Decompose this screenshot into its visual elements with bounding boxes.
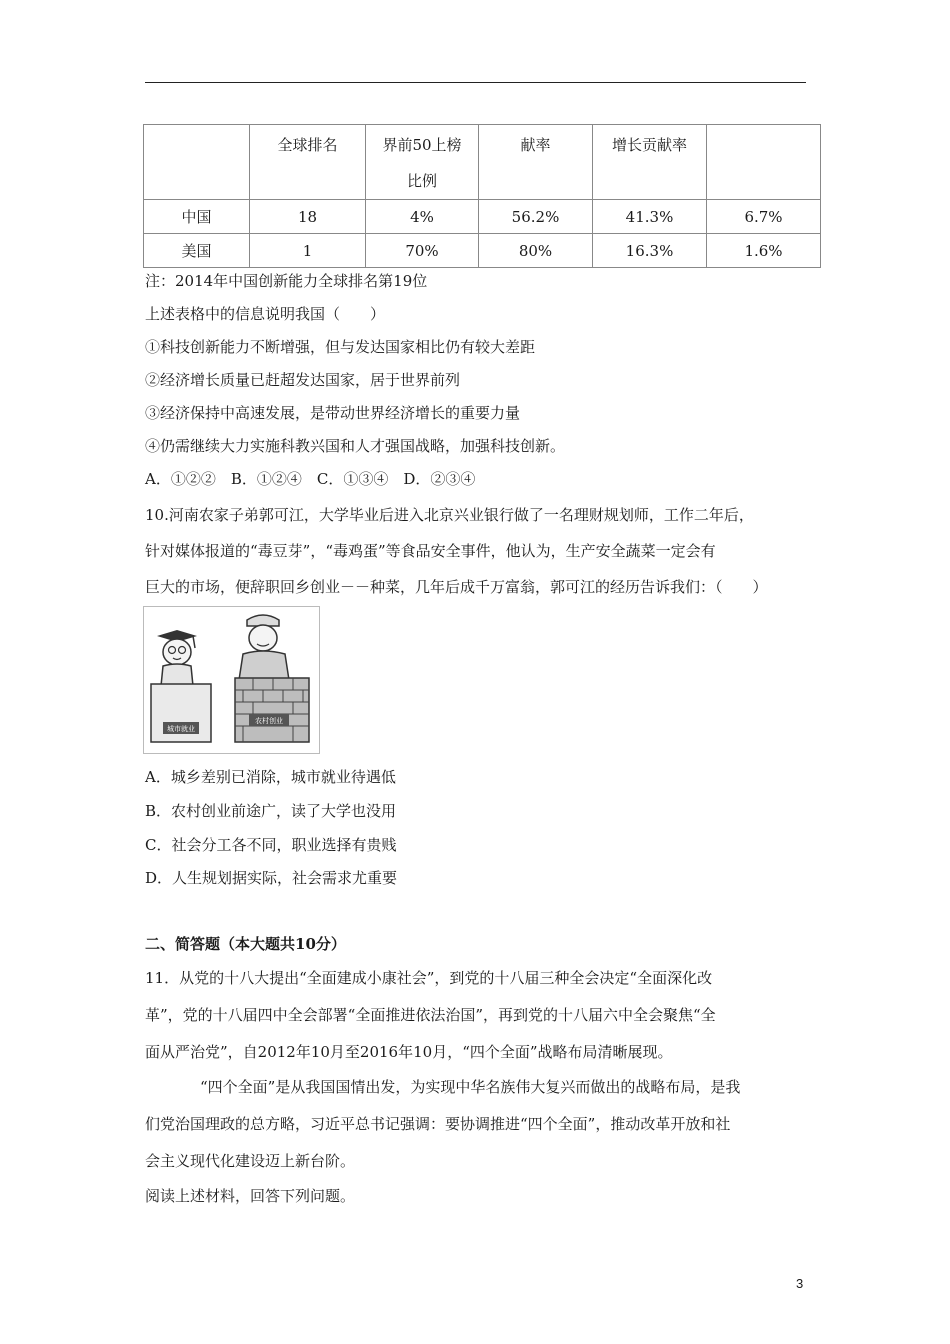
table-cell: 1 — [250, 234, 366, 268]
table-cell: 中国 — [144, 200, 250, 234]
table-header-cell: 献率 — [479, 125, 593, 200]
page-number: 3 — [796, 1276, 804, 1291]
table-cell: 1.6% — [707, 234, 821, 268]
cartoon-label-right: 农村创业 — [255, 717, 283, 725]
q11-line-3: 面从严治党”，自2012年10月至2016年10月，“四个全面”战略布局清晰展现。 — [145, 1043, 673, 1061]
data-table — [143, 124, 821, 268]
table-cell: 16.3% — [593, 234, 707, 268]
material-line-2: 们党治国理政的总方略，习近平总书记强调：要协调推进“四个全面”，推动改革开放和社 — [145, 1115, 731, 1133]
table-row — [144, 200, 821, 234]
q10-option-a: A．城乡差别已消除，城市就业待遇低 — [145, 768, 396, 786]
q10-stem-line-1: 10.河南农家子弟郭可江，大学毕业后进入北京兴业银行做了一名理财规划师，工作二年后， — [145, 506, 754, 524]
material-line-3: 会主义现代化建设迈上新台阶。 — [145, 1152, 356, 1170]
table-header-cell: 增长贡献率 — [593, 125, 707, 200]
material-line-1: “四个全面”是从我国国情出发，为实现中华名族伟大复兴而做出的战略布局，是我 — [200, 1078, 741, 1096]
q10-option-b: B．农村创业前途广，读了大学也没用 — [145, 802, 397, 820]
table-header-row — [144, 125, 821, 200]
table-row — [144, 234, 821, 268]
section-title: 二、简答题（本大题共10分） — [145, 935, 346, 953]
table-cell: 80% — [479, 234, 593, 268]
table-header-cell — [144, 125, 250, 200]
header-rule — [145, 82, 806, 83]
instruction: 阅读上述材料，回答下列问题。 — [145, 1187, 356, 1205]
table-cell: 4% — [366, 200, 479, 234]
cartoon-label-left: 城市就业 — [167, 725, 195, 733]
q9-stem: 上述表格中的信息说明我国（ ） — [145, 305, 386, 323]
q9-statement-4: ④仍需继续大力实施科教兴国和人才强国战略，加强科技创新。 — [145, 437, 566, 455]
q10-stem-line-2: 针对媒体报道的“毒豆芽”，“毒鸡蛋”等食品安全事件，他认为，生产安全蔬菜一定会有 — [145, 542, 716, 560]
q10-option-d: D．人生规划据实际，社会需求尤重要 — [145, 869, 398, 887]
table-cell: 美国 — [144, 234, 250, 268]
table-cell: 6.7% — [707, 200, 821, 234]
table-cell: 41.3% — [593, 200, 707, 234]
q10-stem-line-3: 巨大的市场，便辞职回乡创业－－种菜，几年后成千万富翁，郭可江的经历告诉我们：（ ） — [145, 578, 768, 596]
q9-statement-2: ②经济增长质量已赶超发达国家，居于世界前列 — [145, 371, 461, 389]
q9-note: 注：2014年中国创新能力全球排名第19位 — [145, 272, 428, 290]
cartoon-image — [143, 606, 320, 754]
table-cell: 56.2% — [479, 200, 593, 234]
q9-statement-3: ③经济保持中高速发展，是带动世界经济增长的重要力量 — [145, 404, 521, 422]
q10-option-c: C．社会分工各不同，职业选择有贵贱 — [145, 836, 397, 854]
q11-line-1: 11．从党的十八大提出“全面建成小康社会”，到党的十八届三种全会决定“全面深化改 — [145, 969, 713, 987]
q11-line-2: 革”，党的十八届四中全会部署“全面推进依法治国”，再到党的十八届六中全会聚焦“全 — [145, 1006, 716, 1024]
table-header-cell: 全球排名 — [250, 125, 366, 200]
q9-options: A．①②② B．①②④ C．①③④ D．②③④ — [145, 470, 476, 488]
table-cell: 18 — [250, 200, 366, 234]
q9-statement-1: ①科技创新能力不断增强，但与发达国家相比仍有较大差距 — [145, 338, 536, 356]
table-header-cell: 界前50上榜 比例 — [366, 125, 479, 200]
table-header-cell — [707, 125, 821, 200]
table-cell: 70% — [366, 234, 479, 268]
